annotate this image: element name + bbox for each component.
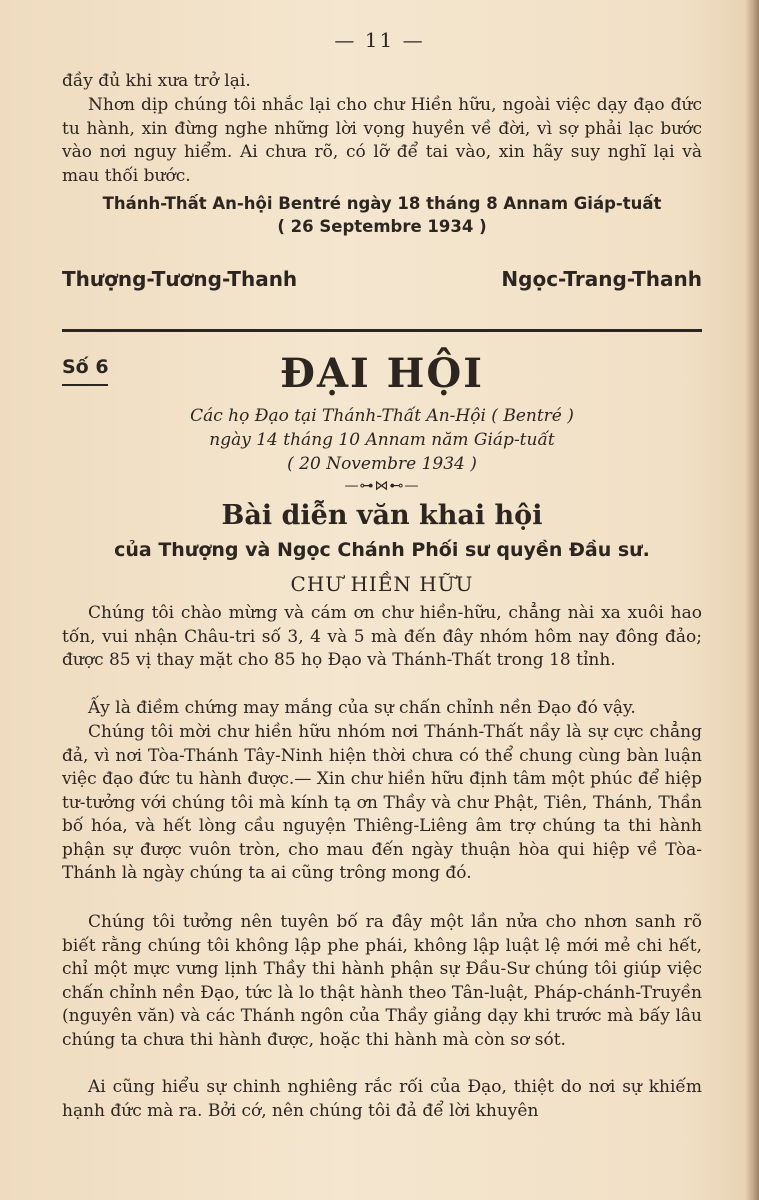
paragraph-warning: Nhơn dịp chúng tôi nhắc lại cho chư Hiền hữu, ngoài việc dạy đạo đức tu hành, xin đừng nghe những lời vọng huyền về đời, vì sợ phải lạc bước vào nơi nguy hiểm. Ai chưa rõ, có lỡ để tai vào, xin hãy suy nghĩ lại và mau thối bước. xyxy=(62,95,702,186)
body-paragraph-4: Chúng tôi tưởng nên tuyên bố ra đây một lần nửa cho nhơn sanh rõ biết rằng chúng tôi không lập phe phái, không lập luật lệ mới mẻ chi hết, chỉ một mực vưng lịnh Thầy thi hành phận sự Đầu-Sư chúng tôi giúp việc chấn chỉnh nền Đạo, tức là lo thật hành theo Tân-luật, Pháp-chánh-Truyền (nguyên văn) và các Thánh ngôn của Thầy giảng dạy khi trước mà bấy lâu chúng ta chưa thi hành được, hoặc thi hành mà còn sơ sót. xyxy=(62,912,702,1050)
salutation: CHƯ HIỀN HỮU xyxy=(290,572,474,596)
section-divider xyxy=(62,329,702,332)
page-number: — 11 — xyxy=(334,28,425,52)
subtitle-line-1: Các họ Đạo tại Thánh-Thất An-Hội ( Bentré ) xyxy=(190,406,574,426)
speech-title: Bài diễn văn khai hội xyxy=(221,500,543,531)
subtitle-line-3: ( 20 Novembre 1934 ) xyxy=(287,454,477,474)
body-paragraph-1: Chúng tôi chào mừng và cám ơn chư hiền-hữu, chẳng nài xa xuôi hao tốn, vui nhận Châu-tri số 3, 4 và 5 mà đến đây nhóm hôm nay đông đảo; được 85 vị thay mặt cho 85 họ Đạo và Thánh-Thất trong 18 tỉnh. xyxy=(62,603,702,670)
paragraph-ending: đầy đủ khi xưa trở lại. xyxy=(62,71,251,91)
body-paragraph-5: Ai cũng hiểu sự chinh nghiêng rắc rối của Đạo, thiệt do nơi sự khiếm hạnh đức mà ra. Bởi cớ, nên chúng tôi đả để lời khuyên xyxy=(62,1077,702,1121)
date-french: ( 26 Septembre 1934 ) xyxy=(277,217,487,236)
ornament-divider: —⊶⋈⊷— xyxy=(344,478,420,494)
subtitle-line-2: ngày 14 tháng 10 Annam năm Giáp-tuất xyxy=(209,430,555,450)
page-edge xyxy=(745,0,759,1200)
speech-byline: của Thượng và Ngọc Chánh Phối sư quyền Đầu sư. xyxy=(114,539,650,561)
body-paragraph-3: Chúng tôi mời chư hiền hữu nhóm nơi Thánh-Thất nầy là sự cực chẳng đả, vì nơi Tòa-Thánh Tây-Ninh hiện thời chưa có thể chung cùng bàn luận việc đạo đức tu hành được.— Xin chư hiền hữu định tâm một phúc để hiệp tư-tưởng với chúng tôi mà kính tạ ơn Thầy và chư Phật, Tiên, Thánh, Thần bố hóa, và hết lòng cầu nguyện Thiêng-Liêng âm trợ chúng ta thi hành phận sự được vuôn tròn, cho mau đến ngày thuận hòa qui hiệp về Tòa-Thánh là ngày chúng ta ai cũng trông mong đó. xyxy=(62,722,702,883)
section-number: Số 6 xyxy=(62,356,109,378)
place-date-line: Thánh-Thất An-hội Bentré ngày 18 tháng 8 Annam Giáp-tuất xyxy=(102,194,662,213)
body-paragraph-2: Ấy là điềm chứng may mắng của sự chấn chỉnh nền Đạo đó vậy. xyxy=(88,698,636,718)
signer-right: Ngọc-Trang-Thanh xyxy=(501,267,702,291)
section-title: ĐẠI HỘI xyxy=(280,350,484,397)
signer-left: Thượng-Tương-Thanh xyxy=(62,267,298,291)
